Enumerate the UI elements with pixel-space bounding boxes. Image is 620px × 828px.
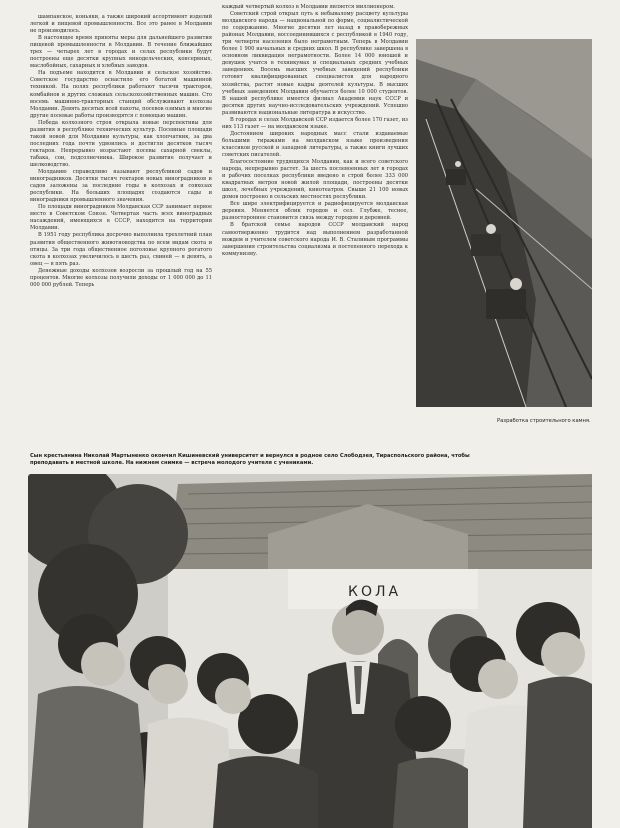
paragraph: Молдавию справедливо называют республикой садов и виноградников. Десятки тысяч гектаров новых виноградников и садов заложены за последние годы в колхозах и совхозах республики. На больших площадях создаются сады и виноградники промышленного значения. [30,169,212,204]
paragraph: На подъеме находится в Молдавии и сельское хозяйство. Советское государство оснастило его богатой машинной техникой. На полях республики работают тысячи тракторов, комбайнов и других сложных сельскохозяйственных машин. Сто восемь машинно-тракторных станций обслуживают колхозы Молдавии. Девять десятых всей пахоты, посевов озимых и многие другие полевые работы производятся с помощью машин. [30,70,212,119]
school-sign: КОЛА [348,584,402,600]
quarry-caption: Разработка строительного камня. [497,418,591,424]
paragraph: Все шире электрифицируется и радиофицируется молдавская деревня. Меняется облик городов и сел. Глубже, теснее, разностороннее становится связь между городом и деревней. [222,201,408,222]
paragraph: В братской семье народов СССР молдавский народ самоотверженно трудится над выполнением разработанной вождем и учителем советского народа И. В. Сталиным программы завершения строительства социализма и постепенного перехода к коммунизму. [222,222,408,257]
text-column-left [30,14,212,289]
paragraph: В городах и селах Молдавской ССР издается более 170 газет, из них 113 газет — на молдавском языке. [222,116,408,130]
text-column-right [222,4,408,258]
quarry-photo [416,39,592,407]
paragraph: Благосостояние трудящихся Молдавии, как и всего советского народа, непрерывно растет. За шесть послевоенных лет в городах и рабочих поселках республики введено в строй более 333 000 квадратных метров новой жилой площади, построены десятки школ, лечебных учреждений, кинотеатров. Свыше 21 100 новых домов построено в сельских местностях республики. [222,159,408,201]
school-photo-caption: Сын крестьянина Николай Мартыненко окончил Кишиневский университет и вернулся в родное село Слободзея, Тираспольского района, чтобы преподавать в местной школе. На нижнем снимке — встреча молодого учителя с учениками. [30,453,470,466]
paragraph: В 1951 году республика досрочно выполнила трехлетний план развития общественного животноводства по всем видам скота и птицы. За три года общественное поголовье крупного рогатого скота в колхозах увеличилось в шесть раз, свиней — в девять, а овец — в пять раз. [30,232,212,267]
paragraph: каждый четвертый колхоз в Молдавии является миллионером. [222,4,395,10]
paragraph: Победа колхозного строя открыла новые перспективы для развития в республике технических культур. Посевные площади такой новой для Молдавии культуры, как хлопчатник, за два последних года почти удвоились и достигли десятков тысяч гектаров. Непрерывно возрастают посевы сахарной свеклы, табака, сои, подсолнечника. Широкое развитие получает и шелководство. [30,119,212,168]
paragraph: шампанское, коньяки, а также широкий ассортимент изделий легкой и пищевой промышленности. Все это ранее в Молдавии не производилось. [30,14,212,35]
paragraph: По площади виноградников Молдавская ССР занимает первое место в Советском Союзе. Четвертая часть всех виноградных насаждений, имеющихся в СССР, находится на территории Молдавии. [30,204,212,232]
paragraph: Достоянием широких народных масс стали издаваемые большими тиражами на молдавском языке произведения классиков русской и западной литературы, а также книги лучших советских писателей. [222,130,408,158]
school-photo [28,474,592,828]
paragraph: Денежные доходы колхозов возросли за прошлый год на 55 процентов. Многие колхозы получили доходы от 1 000 000 до 11 000 000 рублей. Теперь [30,267,212,288]
paragraph: Советский строй открыл путь к небывалому расцвету культуры молдавского народа — национальной по форме, социалистической по содержанию. Многие десятки лет назад в правобережных районах Молдавии, воссоединившихся с республикой в 1940 году, три четверти населения было неграмотным. Теперь в Молдавии более 1 900 начальных и средних школ. В республике завершена в основном ликвидация неграмотности. Более 14 000 юношей и девушек учатся в техникумах и специальных средних учебных заведениях. Восемь высших учебных заведений республики готовят квалифицированных специалистов для народного хозяйства, растят новые кадры деятелей культуры. В высших учебных заведениях Молдавии обучается более 10 000 студентов. В нашей республике имеется филиал Академии наук СССР и десятки других научно-исследовательских учреждений. Успешно развиваются национальные литература и искусство. [222,11,408,116]
paragraph: В настоящее время приняты меры для дальнейшего развития пищевой промышленности в Молдавии. В течение ближайших трех — четырех лет в городах и селах республики будут построены еще десятки крупных винодельческих, консервных, маслобойных, сахарных и хлебных заводов. [30,35,212,70]
